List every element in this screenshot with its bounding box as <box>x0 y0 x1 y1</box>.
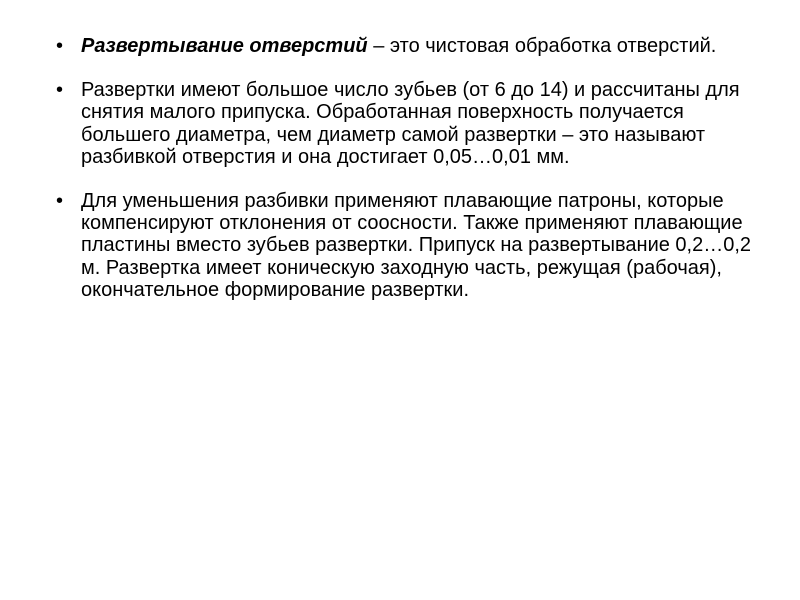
bullet-list <box>56 35 756 301</box>
bullet-item-floating-chucks <box>56 190 756 301</box>
floating-chucks-text: Для уменьшения разбивки применяют плавающие патроны, которые компенсируют отклонения от соосности. Также применяют плавающие пластины вместо зубьев развертки. Припуск на развертывание 0,2…0,2 м. Развертка имеет коническую заходную часть, режущая (рабочая), окончательное формирование развертки. <box>81 190 752 301</box>
bullet-item-reamer-teeth <box>56 79 756 168</box>
bullet-item-definition <box>56 35 756 57</box>
bullet-icon: • <box>56 35 64 57</box>
slide-content <box>56 35 756 323</box>
bullet-icon: • <box>56 79 64 102</box>
reamer-teeth-text: Развертки имеют большое число зубьев (от 6 до 14) и рассчитаны для снятия малого припуска. Обработанная поверхность получается большего диаметра, чем диаметр самой развертки – это называют разбивкой отверстия и она достигает 0,05…0,01 мм. <box>81 79 740 168</box>
bullet-icon: • <box>56 190 64 213</box>
definition-text: – это чистовая обработка отверстий. <box>367 35 717 57</box>
term-reaming: Развертывание отверстий <box>81 35 368 57</box>
